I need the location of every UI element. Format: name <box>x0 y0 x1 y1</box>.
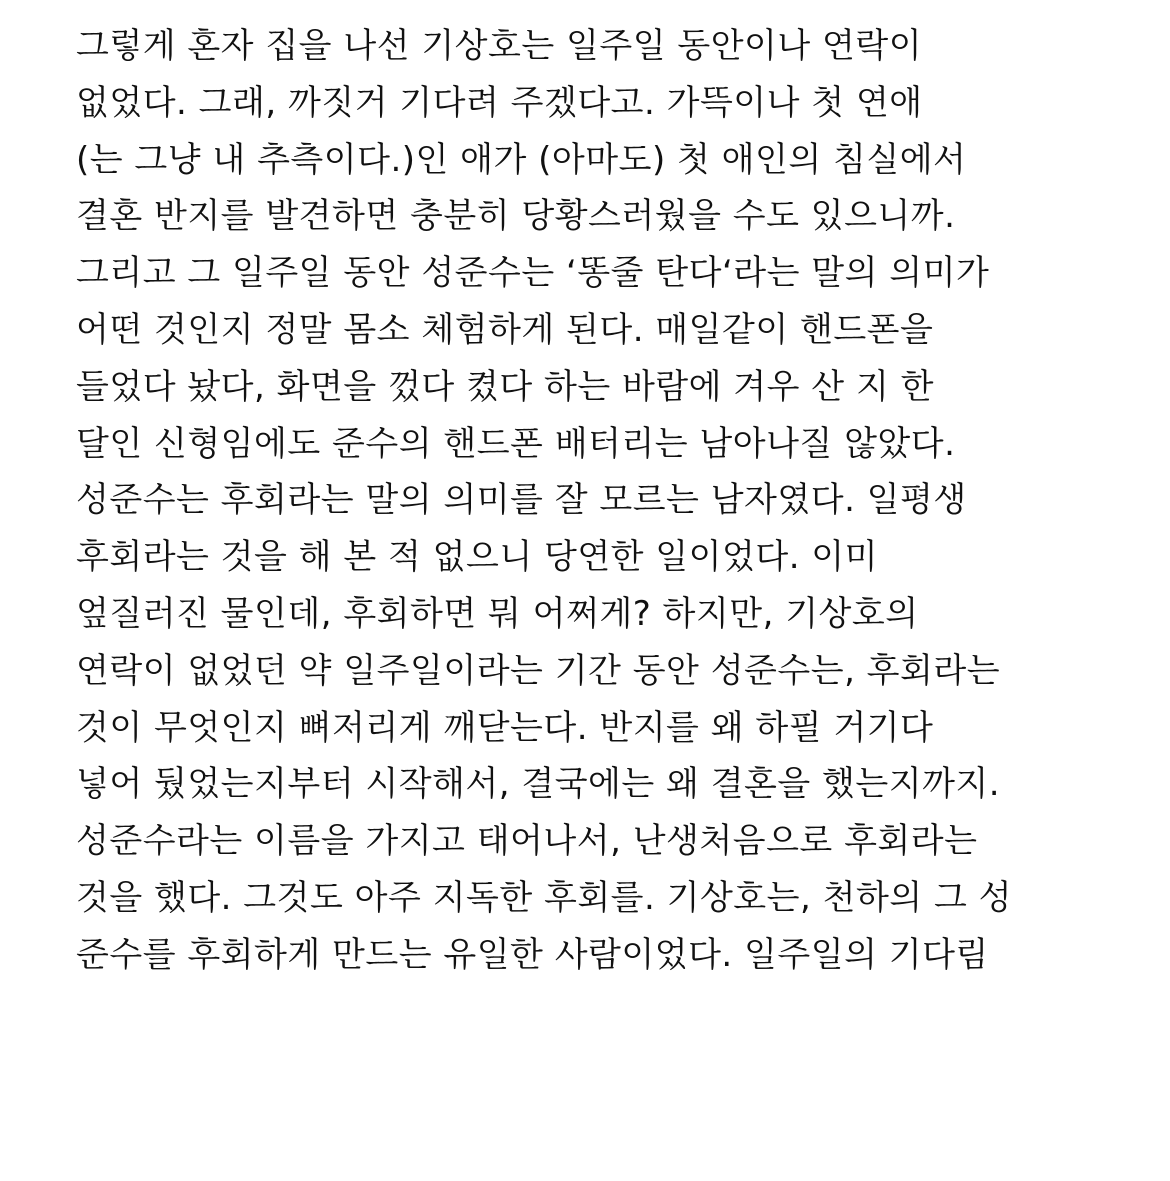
text-line: 성준수는 후회라는 말의 의미를 잘 모르는 남자였다. 일평생 <box>76 480 967 521</box>
text-line: 성준수라는 이름을 가지고 태어나서, 난생처음으로 후회라는 <box>76 821 978 862</box>
text-line: 준수를 후회하게 만드는 유일한 사람이었다. 일주일의 기다림 <box>76 934 989 975</box>
text-line: 어떤 것인지 정말 몸소 체험하게 된다. 매일같이 핸드폰을 <box>76 309 934 350</box>
text-line: 결혼 반지를 발견하면 충분히 당황스러웠을 수도 있으니까. <box>76 196 956 237</box>
text-line: 없었다. 그래, 까짓거 기다려 주겠다고. 가뜩이나 첫 연애 <box>76 82 923 123</box>
text-line: (는 그냥 내 추측이다.)인 애가 (아마도) 첫 애인의 침실에서 <box>76 139 967 180</box>
text-line: 그렇게 혼자 집을 나선 기상호는 일주일 동안이나 연락이 <box>76 26 923 66</box>
text-line: 엎질러진 물인데, 후회하면 뭐 어쩌게? 하지만, 기상호의 <box>76 593 919 634</box>
text-line: 연락이 없었던 약 일주일이라는 기간 동안 성준수는, 후회라는 <box>76 650 1001 691</box>
text-line: 것이 무엇인지 뼈저리게 깨닫는다. 반지를 왜 하필 거기다 <box>76 707 934 748</box>
text-line: 달인 신형임에도 준수의 핸드폰 배터리는 남아나질 않았다. <box>76 423 956 464</box>
text-line: 들었다 놨다, 화면을 껐다 켰다 하는 바람에 겨우 산 지 한 <box>76 366 934 407</box>
text-line: 넣어 뒀었는지부터 시작해서, 결국에는 왜 결혼을 했는지까지. <box>76 764 1001 805</box>
text-line: 후회라는 것을 해 본 적 없으니 당연한 일이었다. 이미 <box>76 537 878 578</box>
text-line: 것을 했다. 그것도 아주 지독한 후회를. 기상호는, 천하의 그 성 <box>76 877 1012 918</box>
text-body <box>76 18 1136 984</box>
text-line: 그리고 그 일주일 동안 성준수는 ‘똥줄 탄다‘라는 말의 의미가 <box>76 253 990 294</box>
